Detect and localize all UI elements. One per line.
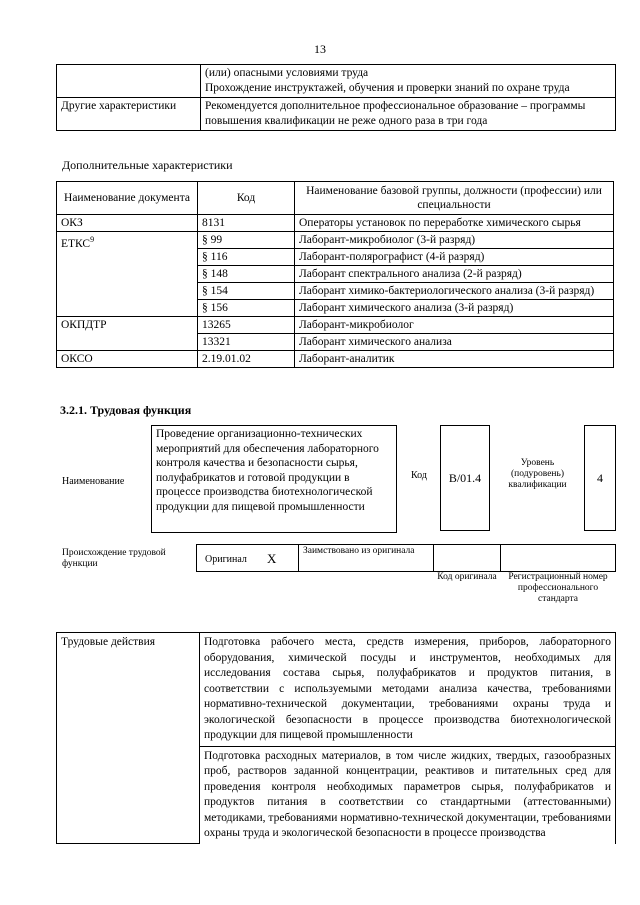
reg-caption: Регистрационный номер профессионального стандарта [508,572,608,604]
name-cell: Лаборант-аналитик [295,351,614,368]
origin-label: Происхождение трудовой функции [62,548,166,569]
table-row [57,317,614,334]
header-code: Код [198,182,295,215]
code-cell: 8131 [198,215,295,232]
doc-cell: ОКПДТР [57,317,198,351]
row-label [57,65,201,98]
code-cell: § 99 [198,232,295,249]
table-header [57,182,614,215]
borrowed-label: Заимствовано из оригинала [303,546,415,556]
header-doc: Наименование документа [57,182,198,215]
level-value: 4 [597,471,603,485]
name-cell: Лаборант спектрального анализа (2-й разряд) [295,266,614,283]
code-cell: 13321 [198,334,295,351]
page-number: 13 [314,42,326,56]
level-label: Уровень (подуровень) квалификации [508,458,567,490]
extra-title: Дополнительные характеристики [62,158,233,172]
name-label: Наименование [62,476,125,487]
original-label: Оригинал [205,554,247,565]
row-text [201,65,616,98]
table-row [57,633,616,747]
code-cell: 13265 [198,317,295,334]
table-row [57,351,614,368]
level-box [584,425,616,531]
doc-cell: ОКСО [57,351,198,368]
action-item: Подготовка расходных материалов, в том числе жидких, твердых, газообразных проб, растворов заданной концентрации, реактивов и питательных сред для проведения контроля необходимых параметров сырья, полуфабрикатов и продуктов питания в соответствии со стандартными (аттестованными) методиками, требованиями нормативно-технической документации, требованиями охраны труда и экологической безопасности в процессе производства [200,746,616,844]
actions-label: Трудовые действия [57,633,200,844]
characteristics-table [56,64,616,131]
code-cell: § 156 [198,300,295,317]
code-caption: Код оригинала [437,572,497,582]
code-cell: § 148 [198,266,295,283]
row-text: Рекомендуется дополнительное профессиональное образование – программы повышения квалификации не реже одного раза в три года [201,98,616,131]
name-cell: Лаборант химического анализа [295,334,614,351]
code-cell: 2.19.01.02 [198,351,295,368]
name-cell: Лаборант химико-бактериологического анализа (3-й разряд) [295,283,614,300]
doc-cell [57,232,198,317]
doc-cell: ОКЗ [57,215,198,232]
function-name: Проведение организационно-технических мероприятий для обеспечения лабораторного контроля качества и безопасности сырья, полуфабрикатов и готовой продукции в процессе производства биотехнологической продукции для пищевой промышленности [151,425,397,533]
row-label: Другие характеристики [57,98,201,131]
table-row [57,98,616,131]
section-title: 3.2.1. Трудовая функция [60,403,192,417]
name-cell: Лаборант химического анализа (3-й разряд) [295,300,614,317]
code-cell: § 116 [198,249,295,266]
origin-box [196,544,616,572]
name-cell: Лаборант-полярографист (4-й разряд) [295,249,614,266]
etks-label: ЕТКС [61,237,91,250]
code-box [440,425,490,531]
header-name: Наименование базовой группы, должности (профессии) или специальности [295,182,614,215]
action-item: Подготовка рабочего места, средств измерения, приборов, лабораторного оборудования, химической посуды и инструментов, необходимых для исследования состава сырья, полуфабрикатов и продуктов питания, в соответствии с используемыми методами анализа качества, требованиями нормативно-технической документации, требованиями охраны труда и экологической безопасности в процессе производства биотехнологической продукции для пищевой промышленности [200,633,616,747]
name-cell: Лаборант-микробиолог [295,317,614,334]
table-row [57,65,616,98]
divider [298,545,299,571]
original-mark: X [267,551,277,566]
text-line: Прохождение инструктажей, обучения и проверки знаний по охране труда [205,82,570,94]
code-label: Код [411,470,427,481]
divider [500,545,501,571]
name-cell: Операторы установок по переработке химического сырья [295,215,614,232]
code-cell: § 154 [198,283,295,300]
code-value: B/01.4 [448,471,482,485]
classifier-table [56,181,614,368]
divider [433,545,434,571]
table-row [57,215,614,232]
footnote-mark: 9 [90,235,95,244]
table-row [57,232,614,249]
labor-actions-table [56,632,616,844]
text-line: (или) опасными условиями труда [205,67,369,79]
name-cell: Лаборант-микробиолог (3-й разряд) [295,232,614,249]
